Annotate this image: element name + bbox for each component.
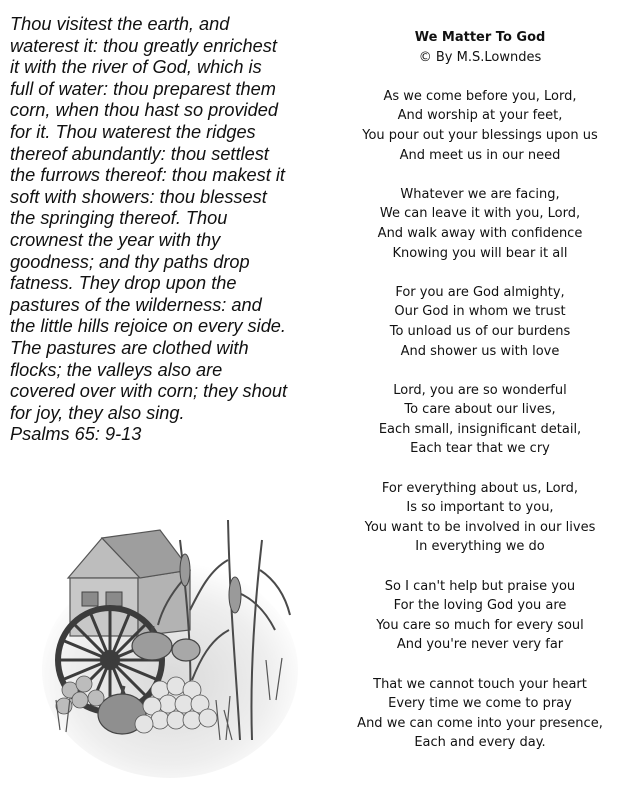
- harvest-illustration: [40, 500, 300, 780]
- poem-author: © By M.S.Lowndes: [418, 49, 542, 65]
- poem-line: And worship at your feet,: [397, 108, 563, 124]
- poem-line: For you are God almighty,: [395, 284, 565, 300]
- poem-title: We Matter To God: [414, 30, 546, 45]
- scripture-line: for joy, they also sing.: [10, 402, 185, 423]
- poem-stanza: [330, 185, 630, 263]
- poem-line: In everything we do: [415, 539, 545, 555]
- poem-line: Each and every day.: [414, 735, 546, 751]
- poem-line: Our God in whom we trust: [394, 304, 566, 320]
- scripture-line: the furrows thereof: thou makest it: [10, 165, 285, 186]
- scripture-line: The pastures are clothed with: [10, 337, 249, 358]
- poem-line: Every time we come to pray: [388, 696, 572, 712]
- poem-line: You pour out your blessings upon us: [362, 127, 598, 143]
- poem-line: For the loving God you are: [393, 598, 567, 614]
- poem-line: To unload us of our burdens: [389, 323, 571, 339]
- scripture-line: the springing thereof. Thou: [10, 208, 228, 229]
- poem-line: And shower us with love: [400, 343, 560, 359]
- poem-line: And meet us in our need: [399, 147, 561, 163]
- harvest-scene-image: [40, 500, 300, 780]
- scripture-line: waterest it: thou greatly enrichest: [10, 35, 277, 56]
- scripture-reference: Psalms 65: 9-13: [10, 424, 142, 445]
- scripture-line: thereof abundantly: thou settlest: [10, 143, 269, 164]
- scripture-passage: [10, 14, 310, 446]
- poem-stanza: [330, 87, 630, 165]
- poem-line: Each tear that we cry: [410, 441, 550, 457]
- poem-stanza: [330, 675, 630, 753]
- poem-stanza: [330, 283, 630, 361]
- poem-stanza: [330, 479, 630, 557]
- poem-line: You want to be involved in our lives: [364, 519, 596, 535]
- poem-stanza: [330, 381, 630, 459]
- corn-cob: [229, 577, 241, 613]
- poem-line: To care about our lives,: [404, 402, 556, 418]
- poem-line: Knowing you will bear it all: [392, 245, 568, 261]
- poem-line: And walk away with confidence: [377, 225, 583, 241]
- poem-line: That we cannot touch your heart: [373, 676, 587, 692]
- scripture-line: Thou visitest the earth, and: [10, 14, 230, 34]
- scripture-line: it with the river of God, which is: [10, 57, 262, 78]
- poem-line: We can leave it with you, Lord,: [379, 206, 581, 222]
- barn: [68, 530, 190, 636]
- poem-line: Whatever we are facing,: [400, 186, 560, 202]
- scripture-line: pastures of the wilderness: and: [10, 294, 262, 315]
- poem-line: You care so much for every soul: [376, 617, 584, 633]
- scripture-line: corn, when thou hast so provided: [10, 100, 278, 121]
- scripture-line: covered over with corn; they shout: [10, 381, 287, 402]
- scripture-line: full of water: thou preparest them: [10, 78, 276, 99]
- poem-line: Is so important to you,: [406, 500, 554, 516]
- poem: [330, 28, 630, 773]
- scripture-line: soft with showers: thou blessest: [10, 186, 267, 207]
- scripture-line: flocks; the valleys also are: [10, 359, 223, 380]
- poem-line: And we can come into your presence,: [357, 715, 603, 731]
- poem-line: For everything about us, Lord,: [381, 480, 579, 496]
- scripture-line: fatness. They drop upon the: [10, 273, 237, 294]
- poem-line: As we come before you, Lord,: [383, 88, 577, 104]
- scripture-line: the little hills rejoice on every side.: [10, 316, 286, 337]
- poem-stanza: [330, 577, 630, 655]
- poem-line: So I can't help but praise you: [384, 578, 576, 594]
- poem-line: Lord, you are so wonderful: [393, 382, 567, 398]
- corn-cob: [180, 554, 190, 586]
- scripture-line: crownest the year with thy: [10, 229, 221, 250]
- scripture-line: for it. Thou waterest the ridges: [10, 121, 256, 142]
- scripture-line: goodness; and thy paths drop: [10, 251, 250, 272]
- poem-line: Each small, insignificant detail,: [378, 421, 582, 437]
- poem-line: And you're never very far: [396, 637, 564, 653]
